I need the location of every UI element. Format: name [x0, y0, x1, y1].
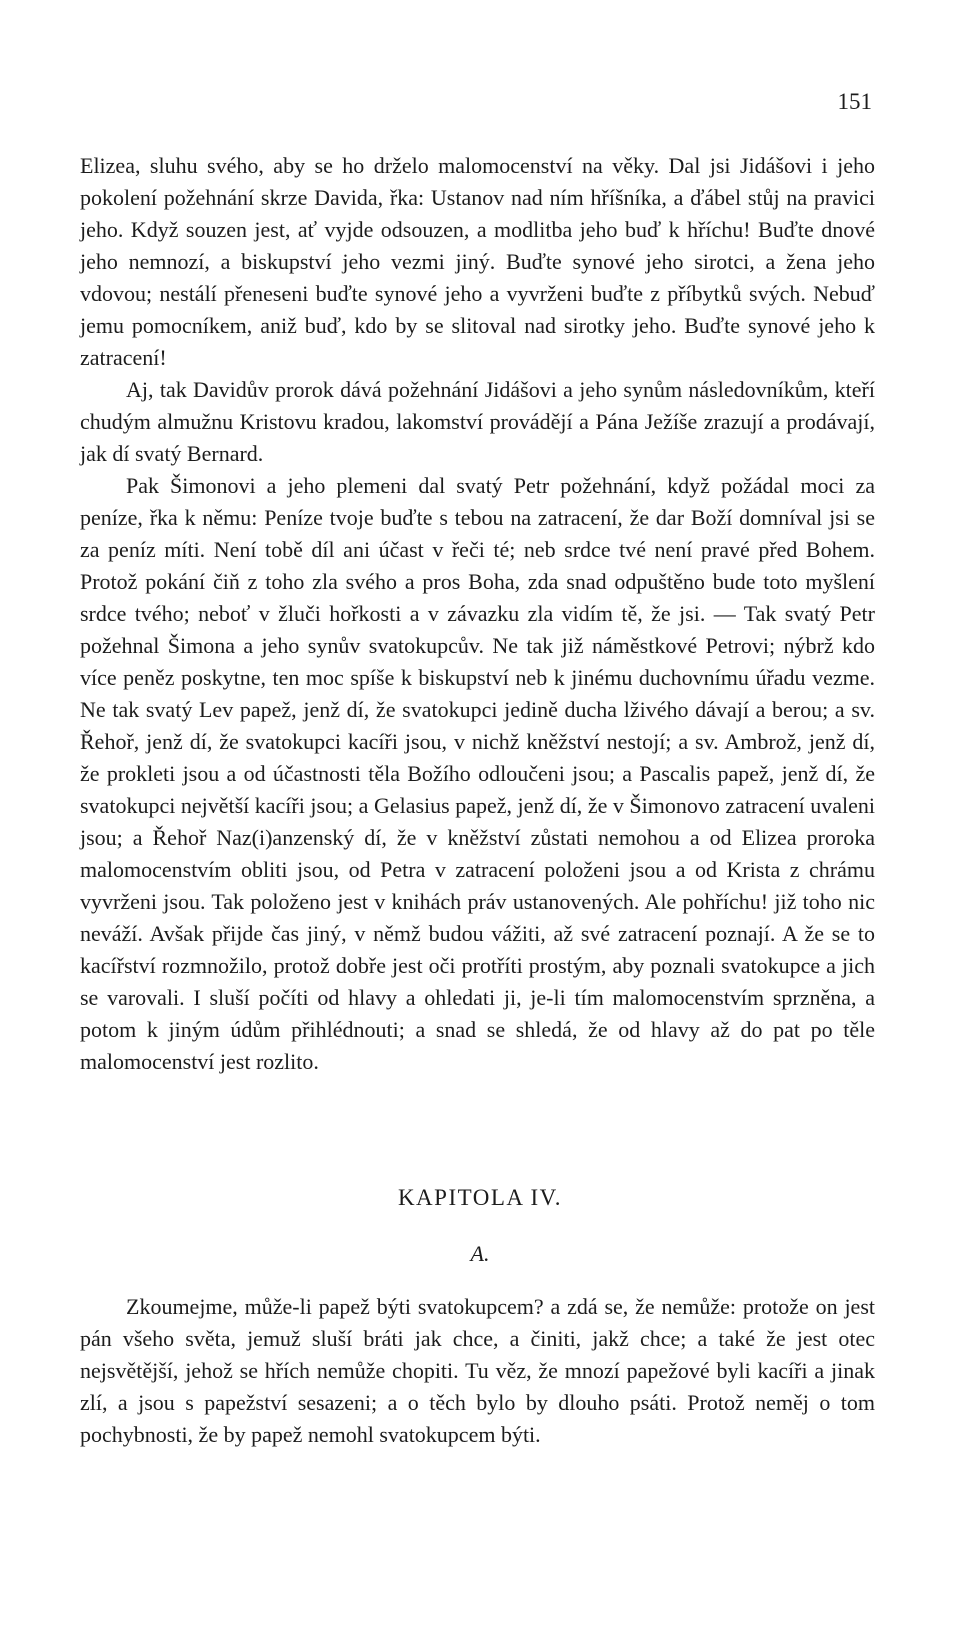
main-text-block — [80, 150, 875, 1078]
chapter-heading: KAPITOLA IV. — [397, 1185, 563, 1210]
paragraph: Zkoumejme, může-li papež býti svatokupcem? a zdá se, že nemůže: protože on jest pán všeho světa, jemuž sluší bráti jak chce, a činiti, jakž chce; a také že jest otec nejsvětější, jehož se hřích nemůže chopiti. Tu věz, že mnozí papežové byli kacíři a jinak zlí, a jsou s papežství sesazeni; a o těch bylo by dlouho psáti. Protož neměj o tom pochybnosti, že by papež nemohl svatokupcem býti. — [80, 1294, 875, 1447]
paragraph: Pak Šimonovi a jeho plemeni dal svatý Petr požehnání, když požádal moci za peníze, řka k němu: Peníze tvoje buďte s tebou na zatracení, že dar Boží domníval jsi se za peníz míti. Není tobě díl ani účast v řeči té; neb srdce tvé není pravé před Bohem. Protož pokání čiň z toho zla svého a pros Boha, zda snad odpuštěno bude toto myšlení srdce tvého; neboť v žluči hořkosti a v závazku zla vidím tě, že jsi. — Tak svatý Petr požehnal Šimona a jeho synův svatokupcův. Ne tak již náměstkové Petrovi; nýbrž kdo více peněz poskytne, ten moc spíše k biskupství neb k jinému duchovnímu úřadu vezme. Ne tak svatý Lev papež, jenž dí, že svatokupci jedině ducha lživého dávají a berou; a sv. Řehoř, jenž dí, že svatokupci kacíři jsou, v nichž kněžství nestojí; a sv. Ambrož, jenž dí, že prokleti jsou a od účastnosti těla Božího odloučeni jsou; a Pascalis papež, jenž dí, že svatokupci největší kacíři jsou; a Gelasius papež, jenž dí, že v Šimonovo zatracení uvaleni jsou; a Řehoř Naz(i)anzenský dí, že v kněžství zůstati nemohou a od Elizea proroka malomocenstvím obliti jsou, od Petra v zatracení položeni jsou a od Krista z chrámu vyvrženi jsou. Tak položeno jest v knihách práv ustanovených. Ale pohříchu! již toho nic neváží. Avšak přijde čas jiný, v němž budou vážiti, až své zatracení poznají. A že se to kacířství rozmnožilo, protož dobře jest oči protříti prostým, aby poznali svatokupce a jich se varovali. I sluší počíti od hlavy a ohledati ji, je-li tím malomocenstvím sprzněna, a potom k jiným údům přihlédnouti; a snad se shledá, že od hlavy až do pat po těle malomocenství jest rozlito. — [80, 473, 875, 1074]
page-number: 151 — [837, 89, 872, 114]
chapter-text-block — [80, 1291, 875, 1451]
paragraph: Elizea, sluhu svého, aby se ho drželo malomocenství na věky. Dal jsi Jidášovi i jeho pokolení požehnání skrze Davida, řka: Ustanov nad ním hříšníka, a ďábel stůj na pravici jeho. Když souzen jest, ať vyjde odsouzen, a modlitba jeho buď k hříchu! Buďte dnové jeho nemnozí, a biskupství jeho vezmi jiný. Buďte synové jeho sirotci, a žena jeho vdovou; nestálí přeneseni buďte synové jeho a vyvrženi buďte z příbytků svých. Nebuď jemu pomocníkem, aniž buď, kdo by se slitoval nad sirotky jeho. Buďte synové jeho k zatracení! — [80, 153, 875, 370]
paragraph: Aj, tak Davidův prorok dává požehnání Jidášovi a jeho synům následovníkům, kteří chudým almužnu Kristovu kradou, lakomství provádějí a Pána Ježíše zrazují a prodávají, jak dí svatý Bernard. — [80, 377, 875, 466]
section-letter: A. — [470, 1241, 490, 1266]
